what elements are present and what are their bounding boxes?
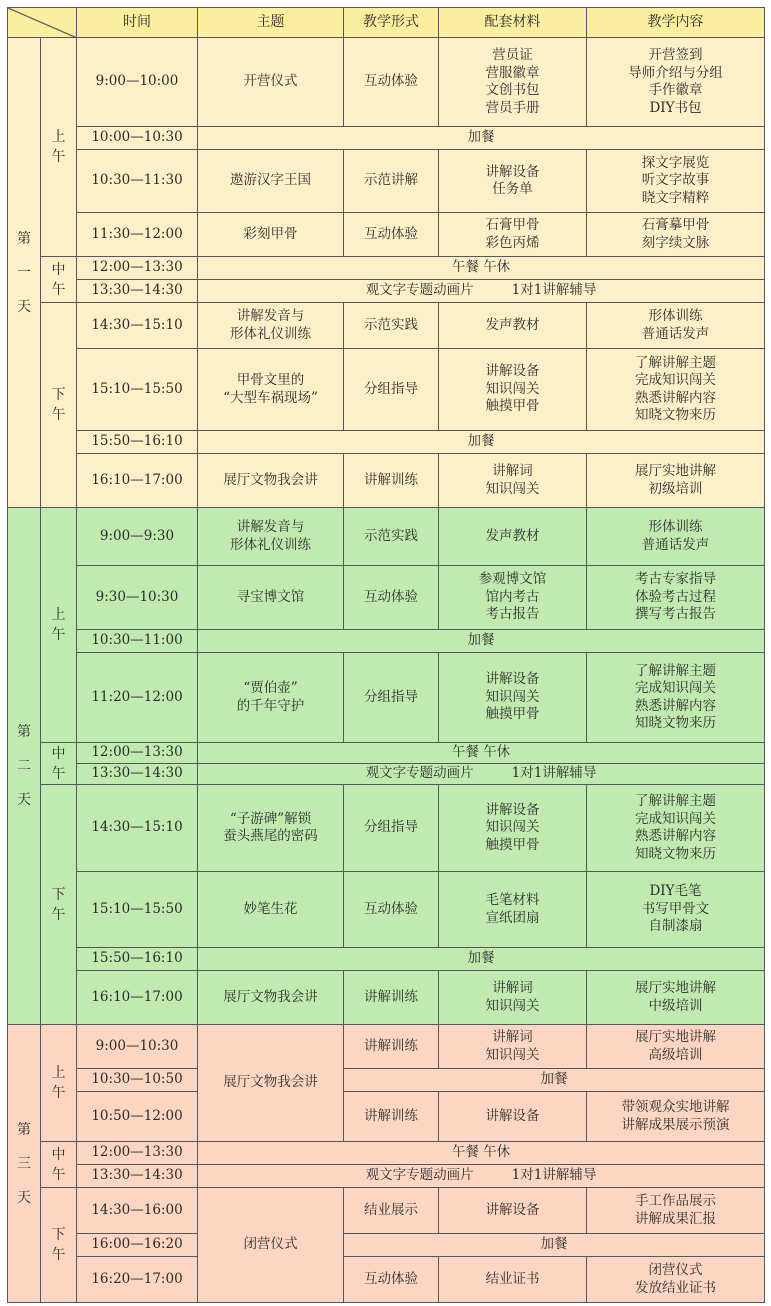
vertical-char: 下 xyxy=(51,1227,66,1243)
snack-cell: 加餐 xyxy=(344,1069,765,1092)
vertical-char: 午 xyxy=(51,906,66,923)
vertical-char: 上 xyxy=(51,607,66,623)
header-form: 教学形式 xyxy=(344,8,439,38)
day3-label xyxy=(8,1025,41,1303)
day2-row-4 xyxy=(8,653,765,743)
materials-cell xyxy=(439,150,587,213)
day2-label xyxy=(8,508,41,1025)
day1-row-9 xyxy=(8,431,765,454)
cell-line: 讲解成果汇报 xyxy=(635,1210,716,1227)
vertical-char: 午 xyxy=(51,1085,66,1101)
day1-row-8 xyxy=(8,349,765,431)
cell-line: 熟悉讲解内容 xyxy=(635,697,716,714)
materials-cell xyxy=(439,653,587,743)
day1-row-1 xyxy=(8,38,765,127)
cell-line: 形体礼仪训练 xyxy=(230,325,311,342)
day3-row-3 xyxy=(8,1092,765,1142)
lunch-cell: 午餐 午休 xyxy=(198,1142,765,1165)
materials-cell xyxy=(439,785,587,872)
content-cell xyxy=(587,785,765,872)
day1-am-label xyxy=(41,38,77,257)
theme-cell xyxy=(198,303,344,349)
materials-cell xyxy=(439,38,587,127)
cell-line: 了解讲解主题 xyxy=(635,793,716,809)
lunch-cell: 午餐 午休 xyxy=(198,257,765,280)
time-cell: 16:20—17:00 xyxy=(77,1257,198,1303)
header-content: 教学内容 xyxy=(587,8,765,38)
cell-line: 了解讲解主题 xyxy=(635,662,716,679)
materials-cell xyxy=(439,349,587,431)
cell-line: 结业证书 xyxy=(485,1270,540,1287)
day3-row-6 xyxy=(8,1188,765,1234)
time-cell: 11:20—12:00 xyxy=(77,653,198,743)
day1-row-3 xyxy=(8,150,765,213)
content-cell xyxy=(587,1025,765,1069)
vertical-char: 第 xyxy=(17,230,31,247)
theme-cell: 展厅文物我会讲 xyxy=(198,1025,344,1142)
snack-cell: 加餐 xyxy=(198,630,765,653)
content-cell xyxy=(587,150,765,213)
cell-line: 蚕头燕尾的密码 xyxy=(223,828,318,844)
cell-line: 考古专家指导 xyxy=(635,571,716,588)
materials-cell xyxy=(439,872,587,948)
form-cell: 讲解训练 xyxy=(344,1092,439,1142)
cell-line: 知识闯关 xyxy=(485,480,540,497)
cell-line: 知晓文物来历 xyxy=(635,845,716,862)
time-cell: 12:00—13:30 xyxy=(77,1142,198,1165)
animation-tutoring-cell: 观文字专题动画片 1对1讲解辅导 xyxy=(198,764,765,785)
cell-line: 熟悉讲解内容 xyxy=(635,389,716,406)
cell-line: 石膏甲骨 xyxy=(485,217,540,233)
cell-line: DIY毛笔 xyxy=(649,883,702,900)
time-cell: 13:30—14:30 xyxy=(77,280,198,303)
cell-line: 普通话发声 xyxy=(641,536,710,553)
cell-line: 知识闯关 xyxy=(485,380,540,397)
cell-line: 触摸甲骨 xyxy=(485,706,540,723)
cell-line: 馆内考古 xyxy=(485,588,540,605)
cell-line: 讲解设备 xyxy=(485,363,540,380)
lunch-cell: 午餐 午休 xyxy=(198,743,765,764)
vertical-char: 午 xyxy=(51,149,66,165)
time-cell: 10:50—12:00 xyxy=(77,1092,198,1142)
materials-cell xyxy=(439,303,587,349)
day2-row-5 xyxy=(8,743,765,764)
cell-line: 开营签到 xyxy=(648,47,703,63)
vertical-char: 午 xyxy=(51,627,66,643)
content-cell xyxy=(587,213,765,257)
cell-line: 讲解设备 xyxy=(485,801,540,818)
vertical-char: 上 xyxy=(51,129,66,145)
time-cell: 14:30—15:10 xyxy=(77,303,198,349)
cell-line: 高级培训 xyxy=(648,1046,703,1063)
cell-line: 发放结业证书 xyxy=(635,1279,716,1296)
vertical-char: 午 xyxy=(51,1166,66,1183)
time-cell: 15:50—16:10 xyxy=(77,948,198,971)
day3-row-8 xyxy=(8,1257,765,1303)
day1-row-2 xyxy=(8,127,765,150)
day3-row-4 xyxy=(8,1142,765,1165)
content-cell xyxy=(587,38,765,127)
theme-cell: 彩刻甲骨 xyxy=(198,213,344,257)
materials-cell xyxy=(439,454,587,508)
cell-line: DIY书包 xyxy=(649,99,702,116)
day1-label xyxy=(8,38,41,508)
time-cell: 12:00—13:30 xyxy=(77,743,198,764)
time-cell: 9:00—9:30 xyxy=(77,508,198,566)
materials-cell xyxy=(439,508,587,566)
theme-cell: 展厅文物我会讲 xyxy=(198,454,344,508)
cell-line: 形体礼仪训练 xyxy=(230,536,311,553)
cell-line: 知识闯关 xyxy=(485,997,540,1014)
vertical-char: 中 xyxy=(51,745,66,762)
day1-row-4 xyxy=(8,213,765,257)
theme-cell: 闭营仪式 xyxy=(198,1188,344,1303)
cell-line: 知晓文物来历 xyxy=(635,715,716,731)
vertical-char: 天 xyxy=(17,298,31,315)
time-cell: 13:30—14:30 xyxy=(77,764,198,785)
time-cell: 9:00—10:30 xyxy=(77,1025,198,1069)
corner-diagonal-cell xyxy=(8,8,77,38)
cell-line: 书写甲骨文 xyxy=(641,900,710,917)
animation-tutoring-cell: 观文字专题动画片 1对1讲解辅导 xyxy=(198,280,765,303)
content-cell xyxy=(587,653,765,743)
form-cell: 示范实践 xyxy=(344,303,439,349)
diagonal-line xyxy=(8,8,77,38)
time-cell: 14:30—16:00 xyxy=(77,1188,198,1234)
time-cell: 10:00—10:30 xyxy=(77,127,198,150)
vertical-char: 一 xyxy=(17,264,31,281)
vertical-char: 第 xyxy=(17,724,31,740)
vertical-char: 第 xyxy=(17,1121,31,1138)
day2-row-9 xyxy=(8,948,765,971)
cell-line: “大型车祸现场” xyxy=(223,389,318,406)
cell-line: 形体训练 xyxy=(648,308,703,324)
cell-line: 熟悉讲解内容 xyxy=(635,828,716,844)
day3-row-1 xyxy=(8,1025,765,1069)
cell-line: 初级培训 xyxy=(648,480,703,497)
time-cell: 16:10—17:00 xyxy=(77,454,198,508)
day2-am-label xyxy=(41,508,77,743)
theme-cell: 展厅文物我会讲 xyxy=(198,971,344,1025)
cell-line: “子游碑”解锁 xyxy=(229,810,312,827)
vertical-char: 午 xyxy=(51,407,66,423)
day2-row-8 xyxy=(8,872,765,948)
day2-row-6 xyxy=(8,764,765,785)
cell-line: “贾伯壶” xyxy=(243,680,298,696)
theme-cell xyxy=(198,508,344,566)
cell-line: 普通话发声 xyxy=(641,325,710,342)
cell-line: 导师介绍与分组 xyxy=(628,64,723,81)
cell-line: 彩色丙烯 xyxy=(485,234,540,251)
time-cell: 15:10—15:50 xyxy=(77,349,198,431)
form-cell: 互动体验 xyxy=(344,213,439,257)
cell-line: 讲解发音与 xyxy=(236,308,305,324)
header-materials: 配套材料 xyxy=(439,8,587,38)
snack-cell: 加餐 xyxy=(198,948,765,971)
theme-cell xyxy=(198,785,344,872)
cell-line: 闭营仪式 xyxy=(648,1262,703,1278)
time-cell: 10:30—11:30 xyxy=(77,150,198,213)
content-cell xyxy=(587,1257,765,1303)
cell-line: 参观博文馆 xyxy=(478,571,547,588)
theme-cell: 寻宝博文馆 xyxy=(198,566,344,630)
cell-line: 自制漆扇 xyxy=(648,918,703,935)
time-cell: 10:30—11:00 xyxy=(77,630,198,653)
cell-line: 中级培训 xyxy=(648,997,703,1014)
form-cell: 互动体验 xyxy=(344,872,439,948)
vertical-char: 天 xyxy=(17,1189,31,1206)
materials-cell xyxy=(439,971,587,1025)
day3-row-7 xyxy=(8,1234,765,1257)
cell-line: 触摸甲骨 xyxy=(485,836,540,853)
cell-line: 讲解设备 xyxy=(485,163,540,180)
snack-cell: 加餐 xyxy=(344,1234,765,1257)
cell-line: 完成知识闯关 xyxy=(635,680,716,696)
day2-row-7 xyxy=(8,785,765,872)
theme-cell xyxy=(198,349,344,431)
cell-line: 发声教材 xyxy=(485,527,540,544)
form-cell: 示范实践 xyxy=(344,508,439,566)
cell-line: 探文字展览 xyxy=(641,154,710,171)
day1-pm-label xyxy=(41,303,77,508)
header-row xyxy=(8,8,765,38)
form-cell: 互动体验 xyxy=(344,1257,439,1303)
header-time: 时间 xyxy=(77,8,198,38)
header-theme: 主题 xyxy=(198,8,344,38)
cell-line: 听文字故事 xyxy=(641,172,710,189)
form-cell: 结业展示 xyxy=(344,1188,439,1234)
snack-cell: 加餐 xyxy=(198,431,765,454)
form-cell: 分组指导 xyxy=(344,349,439,431)
day2-row-1 xyxy=(8,508,765,566)
form-cell: 示范讲解 xyxy=(344,150,439,213)
day3-am-label xyxy=(41,1025,77,1142)
cell-line: 宣纸团扇 xyxy=(485,909,540,926)
time-cell: 15:10—15:50 xyxy=(77,872,198,948)
cell-line: 文创书包 xyxy=(485,82,540,98)
form-cell: 互动体验 xyxy=(344,38,439,127)
time-cell: 11:30—12:00 xyxy=(77,213,198,257)
day1-row-10 xyxy=(8,454,765,508)
materials-cell xyxy=(439,1188,587,1234)
cell-line: 展厅实地讲解 xyxy=(635,463,716,479)
vertical-char: 二 xyxy=(17,758,31,774)
day2-noon-label xyxy=(41,743,77,785)
cell-line: 任务单 xyxy=(492,181,533,197)
cell-line: 知识闯关 xyxy=(485,819,540,836)
time-cell: 10:30—10:50 xyxy=(77,1069,198,1092)
materials-cell xyxy=(439,566,587,630)
cell-line: 展厅实地讲解 xyxy=(635,980,716,996)
cell-line: 展厅实地讲解 xyxy=(635,1029,716,1045)
materials-cell xyxy=(439,1025,587,1069)
time-cell: 16:00—16:20 xyxy=(77,1234,198,1257)
content-cell xyxy=(587,971,765,1025)
cell-line: 讲解词 xyxy=(492,1029,533,1045)
materials-cell xyxy=(439,213,587,257)
form-cell: 分组指导 xyxy=(344,785,439,872)
day1-noon-label xyxy=(41,257,77,303)
vertical-char: 中 xyxy=(51,261,66,278)
content-cell xyxy=(587,349,765,431)
day1-row-5 xyxy=(8,257,765,280)
content-cell xyxy=(587,303,765,349)
schedule-table xyxy=(7,7,765,1303)
materials-cell xyxy=(439,1092,587,1142)
cell-line: 讲解设备 xyxy=(485,1107,540,1124)
day3-row-2 xyxy=(8,1069,765,1092)
cell-line: 手工作品展示 xyxy=(635,1193,716,1209)
cell-line: 发声教材 xyxy=(485,316,540,333)
cell-line: 讲解词 xyxy=(492,463,533,479)
form-cell: 讲解训练 xyxy=(344,454,439,508)
cell-line: 毛笔材料 xyxy=(485,892,540,908)
cell-line: 营服徽章 xyxy=(485,64,540,81)
vertical-char: 上 xyxy=(51,1065,66,1081)
theme-cell: 遨游汉字王国 xyxy=(198,150,344,213)
vertical-char: 午 xyxy=(51,281,66,298)
cell-line: 晓文字精粹 xyxy=(641,189,710,206)
cell-line: 触摸甲骨 xyxy=(485,398,540,415)
theme-cell: 开营仪式 xyxy=(198,38,344,127)
time-cell: 9:00—10:00 xyxy=(77,38,198,127)
vertical-char: 天 xyxy=(17,792,31,808)
cell-line: 形体训练 xyxy=(648,519,703,535)
day3-pm-label xyxy=(41,1188,77,1303)
cell-line: 知晓文物来历 xyxy=(635,407,716,423)
vertical-char: 三 xyxy=(17,1155,31,1172)
vertical-char: 下 xyxy=(51,387,66,403)
time-cell: 14:30—15:10 xyxy=(77,785,198,872)
theme-cell xyxy=(198,653,344,743)
animation-tutoring-cell: 观文字专题动画片 1对1讲解辅导 xyxy=(198,1165,765,1188)
content-cell xyxy=(587,508,765,566)
content-cell xyxy=(587,454,765,508)
cell-line: 手作徽章 xyxy=(648,82,703,98)
form-cell: 讲解训练 xyxy=(344,971,439,1025)
time-cell: 9:30—10:30 xyxy=(77,566,198,630)
form-cell: 互动体验 xyxy=(344,566,439,630)
day3-row-5 xyxy=(8,1165,765,1188)
day3-noon-label xyxy=(41,1142,77,1188)
day1-row-7 xyxy=(8,303,765,349)
vertical-char: 午 xyxy=(51,1247,66,1263)
cell-line: 知识闯关 xyxy=(485,688,540,705)
content-cell xyxy=(587,872,765,948)
cell-line: 考古报告 xyxy=(485,606,540,623)
cell-line: 讲解发音与 xyxy=(236,519,305,535)
content-cell xyxy=(587,1188,765,1234)
time-cell: 16:10—17:00 xyxy=(77,971,198,1025)
form-cell: 讲解训练 xyxy=(344,1025,439,1069)
cell-line: 体验考古过程 xyxy=(635,588,716,605)
vertical-char: 午 xyxy=(51,765,66,782)
content-cell xyxy=(587,1092,765,1142)
cell-line: 刻字续文脉 xyxy=(641,234,710,251)
theme-cell: 妙笔生花 xyxy=(198,872,344,948)
day2-row-3 xyxy=(8,630,765,653)
cell-line: 讲解成果展示预演 xyxy=(621,1116,730,1133)
time-cell: 15:50—16:10 xyxy=(77,431,198,454)
cell-line: 甲骨文里的 xyxy=(236,372,305,388)
snack-cell: 加餐 xyxy=(198,127,765,150)
cell-line: 完成知识闯关 xyxy=(635,810,716,827)
cell-line: 讲解设备 xyxy=(485,671,540,688)
day2-row-2 xyxy=(8,566,765,630)
cell-line: 的千年守护 xyxy=(236,697,305,714)
vertical-char: 中 xyxy=(51,1146,66,1163)
time-cell: 13:30—14:30 xyxy=(77,1165,198,1188)
day2-pm-label xyxy=(41,785,77,1025)
content-cell xyxy=(587,566,765,630)
cell-line: 知识闯关 xyxy=(485,1046,540,1063)
day1-row-6 xyxy=(8,280,765,303)
cell-line: 完成知识闯关 xyxy=(635,372,716,388)
form-cell: 分组指导 xyxy=(344,653,439,743)
materials-cell xyxy=(439,1257,587,1303)
cell-line: 了解讲解主题 xyxy=(635,354,716,371)
cell-line: 营员证 xyxy=(492,47,533,63)
day2-row-10 xyxy=(8,971,765,1025)
cell-line: 讲解设备 xyxy=(485,1201,540,1218)
cell-line: 撰写考古报告 xyxy=(635,606,716,623)
cell-line: 营员手册 xyxy=(485,99,540,116)
time-cell: 12:00—13:30 xyxy=(77,257,198,280)
cell-line: 石膏摹甲骨 xyxy=(641,217,710,233)
cell-line: 带领观众实地讲解 xyxy=(621,1099,730,1115)
vertical-char: 下 xyxy=(51,886,66,903)
cell-line: 讲解词 xyxy=(492,980,533,996)
